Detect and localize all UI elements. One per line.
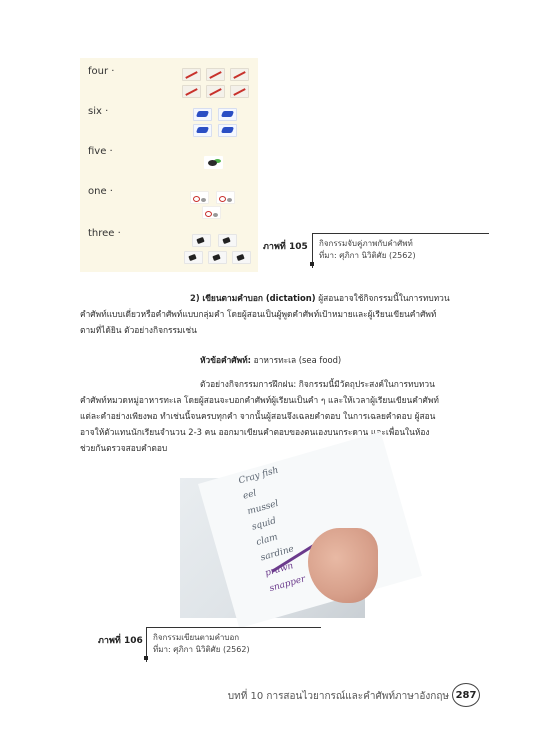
handwritten-word: prawn	[264, 561, 295, 579]
word-six: six ·	[88, 106, 109, 117]
caption-marker	[144, 656, 148, 660]
sharpener-image	[218, 234, 237, 247]
marker-image	[193, 108, 212, 121]
caption-marker	[310, 262, 314, 266]
dictation-paragraph	[80, 290, 482, 338]
sharpener-image	[208, 251, 227, 264]
chapter-footer: บทที่ 10 การสอนไวยากรณ์และคำศัพท์ภาษาอังกฤษ	[227, 691, 449, 702]
word-four: four ·	[88, 66, 115, 77]
sharpener-image	[232, 251, 251, 264]
handwritten-word: sardine	[259, 544, 296, 564]
sharpener-image	[192, 234, 211, 247]
handwritten-word: Cray fish	[237, 465, 280, 487]
pencil-image	[206, 85, 225, 98]
marker-image	[193, 124, 212, 137]
section-heading: เขียนตามคำบอก (dictation)	[202, 293, 316, 303]
example-line-1: ตัวอย่างกิจกรรมการฝึกฝน: กิจกรรมนี้มีวัตถุประสงค์ในการทบทวน	[200, 379, 435, 389]
scissors-image	[202, 206, 221, 219]
figure-106-title: กิจกรรมเขียนตามคำบอก	[153, 633, 240, 642]
topic-value: อาหารทะเล (sea food)	[251, 355, 342, 365]
sharpener-image	[184, 251, 203, 264]
pencil-image	[182, 68, 201, 81]
section-heading-rest: ผู้สอนอาจใช้กิจกรรมนี้ในการทบทวน	[315, 293, 450, 303]
handwritten-word: eel	[241, 488, 258, 502]
word-three: three ·	[88, 228, 121, 239]
handwritten-word: mussel	[246, 498, 280, 518]
dictation-photo	[180, 465, 365, 618]
figure-105-label: ภาพที่ 105	[263, 242, 308, 252]
pencil-image	[230, 68, 249, 81]
pencil-image	[182, 85, 201, 98]
topic-line	[200, 352, 482, 368]
marker-image	[218, 108, 237, 121]
example-line-4: อาจให้ตัวแทนนักเรียนจำนวน 2-3 คน ออกมาเขียนคำตอบของตนเองบนกระดาน และเพื่อนในห้อง	[80, 427, 430, 437]
paper-sheet	[198, 432, 422, 629]
word-five: five ·	[88, 146, 113, 157]
example-paragraph	[80, 376, 482, 456]
marker-image	[218, 124, 237, 137]
figure-105-caption	[312, 233, 489, 268]
topic-label: หัวข้อคำศัพท์:	[200, 355, 251, 365]
section-line-3: ตามที่ได้ยิน ตัวอย่างกิจกรรมเช่น	[80, 325, 197, 335]
matching-activity-figure	[80, 58, 258, 272]
pencil-image	[206, 68, 225, 81]
figure-105-source: ที่มา: ศุภิกา นิวิติศัย (2562)	[319, 251, 416, 260]
example-line-5: ช่วยกันตรวจสอบคำตอบ	[80, 443, 168, 453]
handwritten-word: squid	[250, 516, 278, 533]
figure-106-caption	[146, 627, 321, 662]
scissors-image	[216, 191, 235, 204]
figure-106-source: ที่มา: ศุภิกา นิวิติศัย (2562)	[153, 645, 250, 654]
scissors-image	[190, 191, 209, 204]
section-number: 2)	[190, 293, 200, 303]
figure-106-label: ภาพที่ 106	[98, 636, 143, 646]
page-number: 287	[452, 683, 480, 707]
word-one: one ·	[88, 186, 113, 197]
figure-105-title: กิจกรรมจับคู่ภาพกับคำศัพท์	[319, 239, 413, 248]
handwritten-word: clam	[255, 532, 279, 548]
section-line-2: คำศัพท์แบบเดี่ยวหรือคำศัพท์แบบกลุ่มคำ โดยผู้สอนเป็นผู้พูดคำศัพท์เป้าหมายและผู้เรียนเขียนคำศัพท์	[80, 309, 437, 319]
example-line-3: แต่ละคำอย่างเพียงพอ ทำเช่นนี้จนครบทุกคำ จากนั้นผู้สอนจึงเฉลยคำตอบ ในการเฉลยคำตอบ ผู้สอน	[80, 411, 436, 421]
tape-image	[204, 156, 223, 169]
handwritten-word: snapper	[268, 574, 307, 595]
example-line-2: คำศัพท์หมวดหมู่อาหารทะเล โดยผู้สอนจะบอกคำศัพท์ผู้เรียนเป็นคำ ๆ และให้เวลาผู้เรียนเขียนคำศัพท์	[80, 395, 439, 405]
pencil-image	[230, 85, 249, 98]
